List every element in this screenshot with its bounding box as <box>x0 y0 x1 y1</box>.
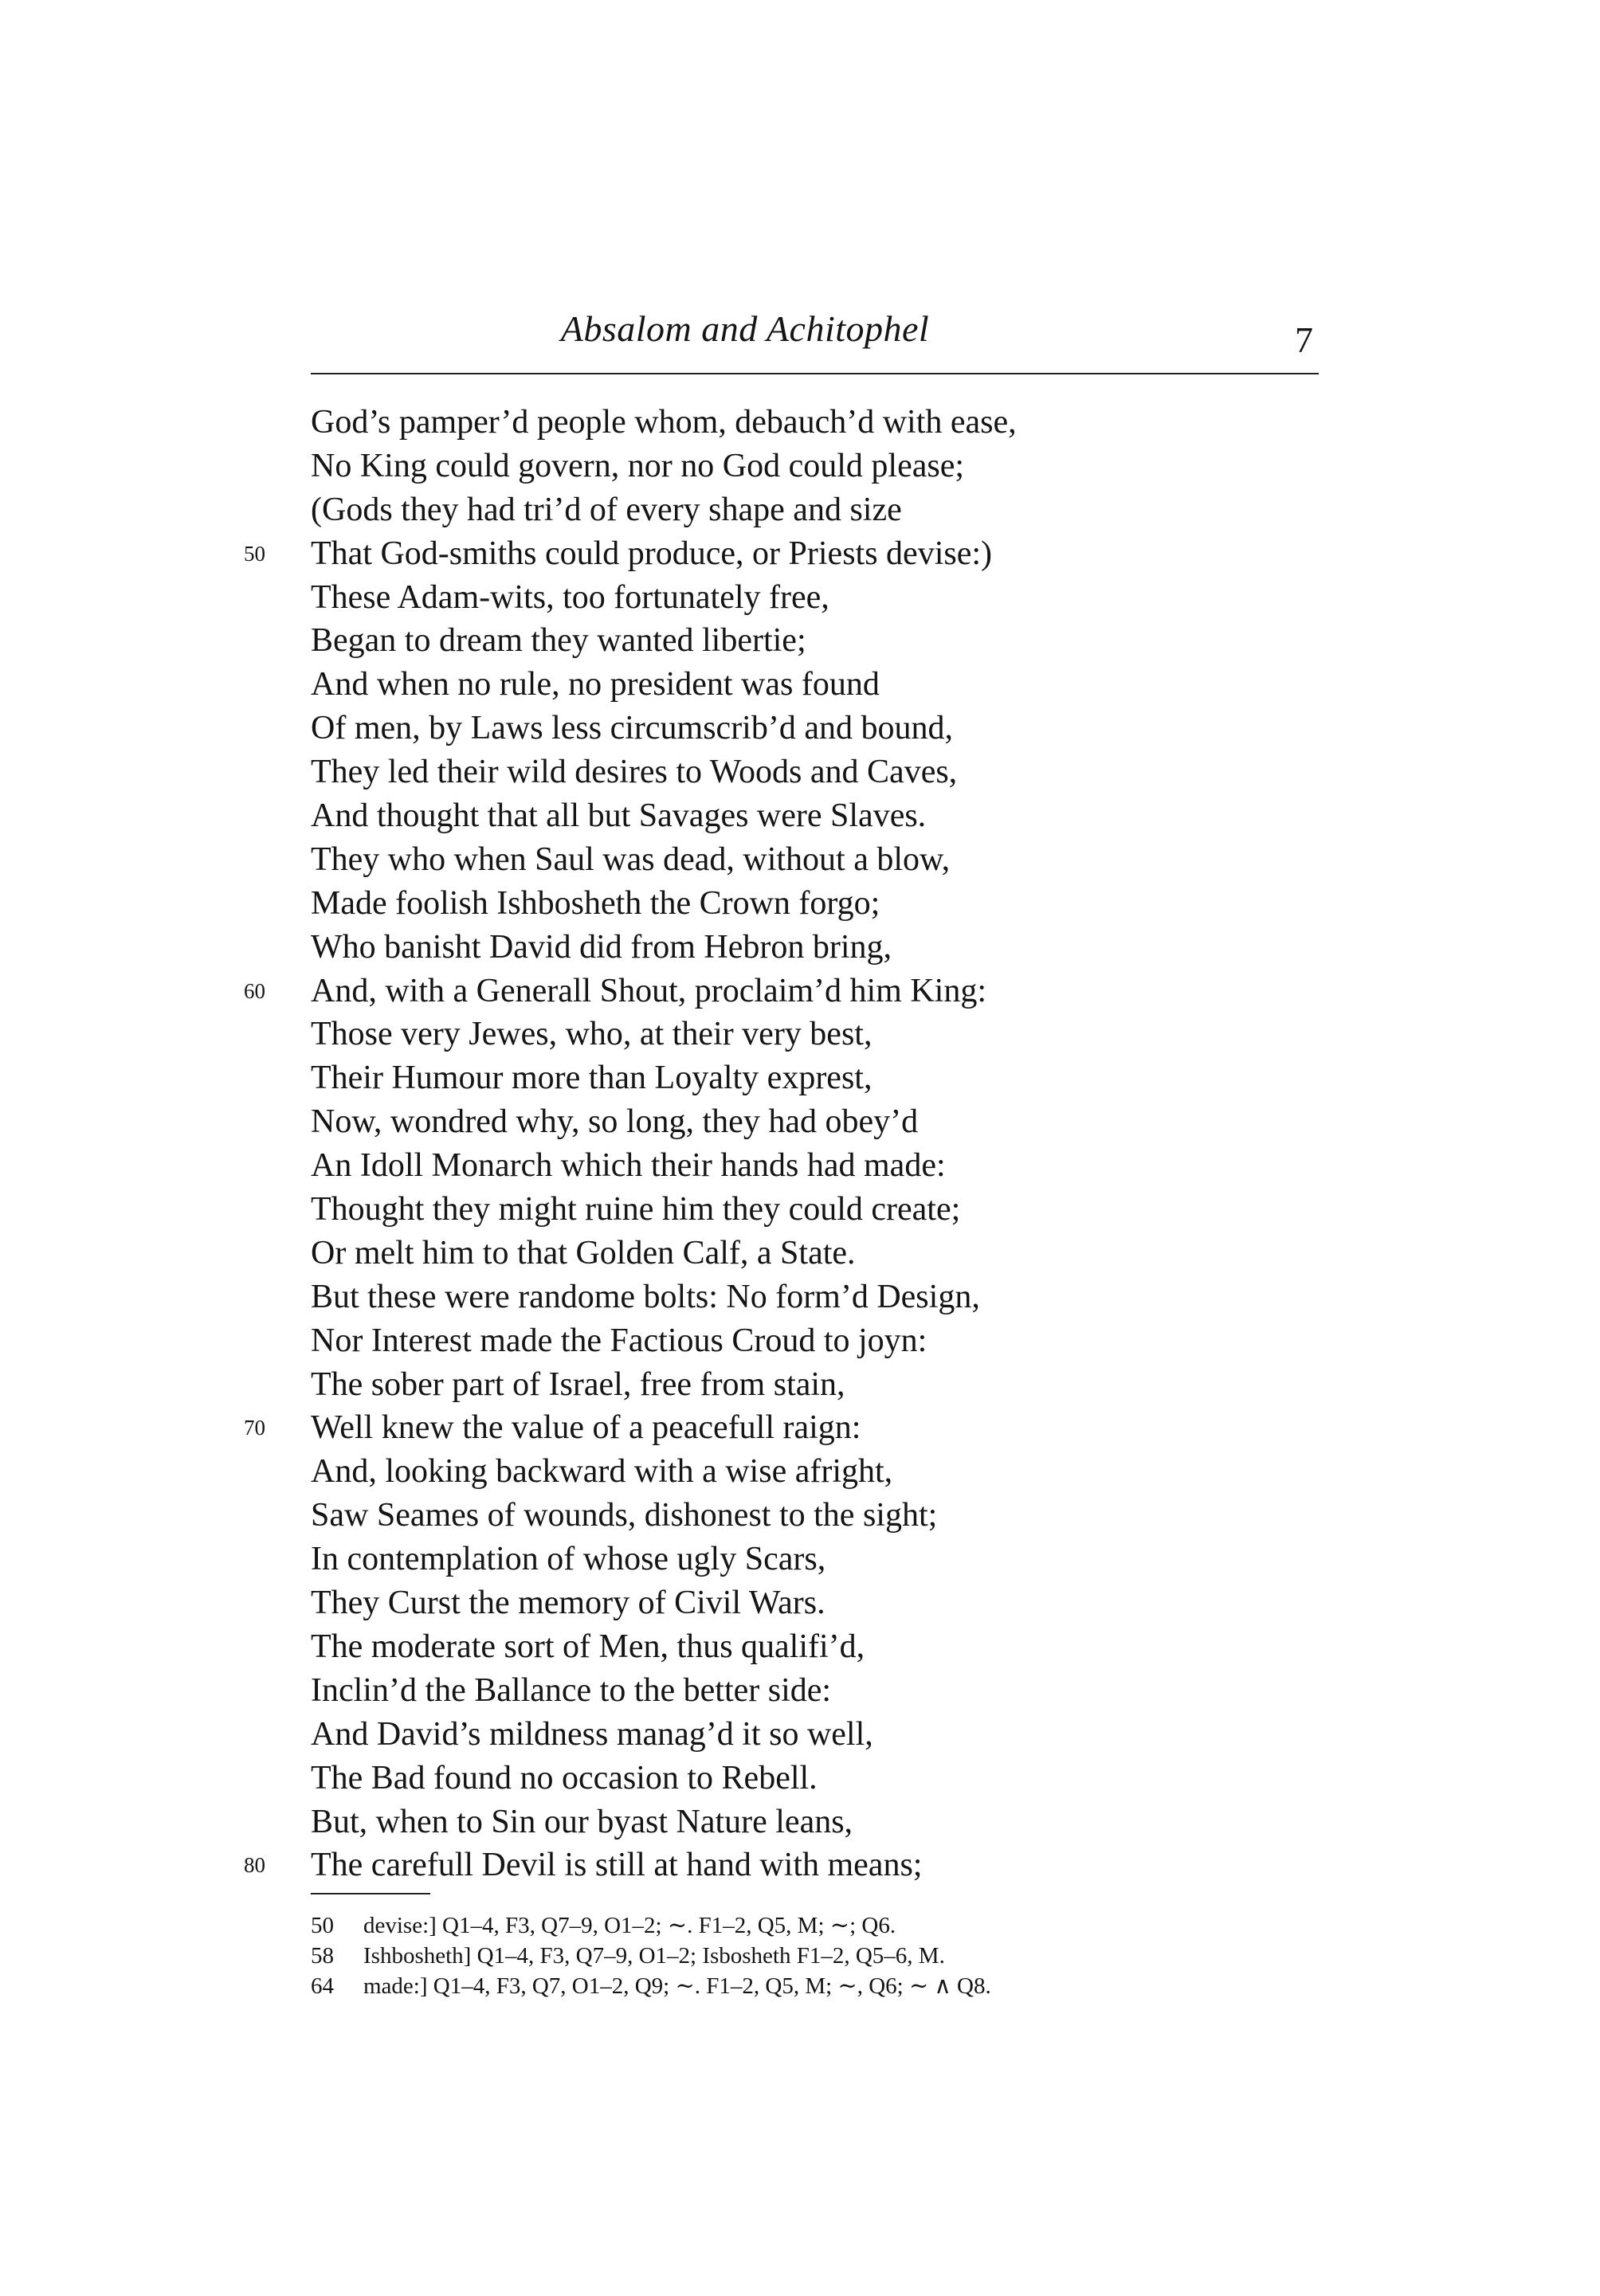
note-line-number: 50 <box>311 1913 334 1938</box>
verse-line <box>0 1275 1600 1319</box>
verse-text: They led their wild desires to Woods and Caves, <box>311 754 958 791</box>
verse-text: Made foolish Ishbosheth the Crown forgo; <box>311 884 880 922</box>
verse-text: The Bad found no occasion to Rebell. <box>311 1759 818 1796</box>
verse-text: Their Humour more than Loyalty exprest, <box>311 1060 873 1097</box>
verse-text: The carefull Devil is still at hand with means; <box>311 1847 923 1884</box>
poem-body <box>0 401 1600 1887</box>
verse-line <box>0 1100 1600 1144</box>
verse-text: But, when to Sin our byast Nature leans, <box>311 1803 853 1840</box>
verse-text: Began to dream they wanted libertie; <box>311 622 806 660</box>
page-header <box>0 308 1600 371</box>
verse-line <box>0 488 1600 532</box>
verse-text: Those very Jewes, who, at their very best, <box>311 1016 873 1053</box>
verse-line <box>0 1757 1600 1800</box>
verse-line <box>0 1843 1600 1887</box>
verse-line <box>0 970 1600 1013</box>
running-title: Absalom and Achitophel <box>560 308 930 349</box>
verse-text: They who when Saul was dead, without a blow, <box>311 840 951 878</box>
verse-text: And thought that all but Savages were Slaves. <box>311 797 927 835</box>
verse-text: The moderate sort of Men, thus qualifi’d, <box>311 1628 865 1665</box>
verse-line <box>0 1800 1600 1844</box>
verse-line <box>0 1188 1600 1232</box>
verse-line <box>0 532 1600 576</box>
verse-text: And, looking backward with a wise afright, <box>311 1453 893 1491</box>
verse-text: Who banisht David did from Hebron bring, <box>311 928 892 966</box>
verse-text: An Idoll Monarch which their hands had made: <box>311 1147 946 1185</box>
verse-line <box>0 882 1600 926</box>
verse-line <box>0 1669 1600 1713</box>
verse-line <box>0 1713 1600 1757</box>
verse-line <box>0 445 1600 488</box>
textual-note <box>0 1971 1600 2001</box>
verse-text: But these were randome bolts: No form’d Design, <box>311 1278 980 1315</box>
verse-line <box>0 401 1600 445</box>
verse-line <box>0 1319 1600 1363</box>
note-text: Ishbosheth] Q1–4, F3, Q7–9, O1–2; Isbosheth F1–2, Q5–6, M. <box>363 1943 945 1969</box>
header-rule <box>311 373 1319 374</box>
verse-text: Or melt him to that Golden Calf, a State. <box>311 1234 856 1271</box>
verse-line <box>0 1013 1600 1056</box>
note-line-number: 58 <box>311 1943 334 1969</box>
verse-text: Nor Interest made the Factious Croud to joyn: <box>311 1322 927 1359</box>
verse-text: No King could govern, nor no God could please; <box>311 447 965 484</box>
verse-text: And when no rule, no president was found <box>311 666 880 703</box>
footnote-rule <box>311 1893 430 1894</box>
verse-line <box>0 926 1600 970</box>
note-text: made:] Q1–4, F3, Q7, O1–2, Q9; ∼. F1–2, Q5, M; ∼, Q6; ∼ ∧ Q8. <box>363 1973 991 1999</box>
verse-line <box>0 1144 1600 1188</box>
verse-line <box>0 619 1600 663</box>
verse-text: Inclin’d the Ballance to the better side: <box>311 1671 832 1709</box>
verse-text: (Gods they had tri’d of every shape and size <box>311 491 902 528</box>
verse-line <box>0 794 1600 838</box>
verse-text: In contemplation of whose ugly Scars, <box>311 1541 826 1578</box>
verse-text: God’s pamper’d people whom, debauch’d with ease, <box>311 404 1017 441</box>
verse-line <box>0 1363 1600 1407</box>
verse-text: They Curst the memory of Civil Wars. <box>311 1585 825 1622</box>
verse-text: Thought they might ruine him they could create; <box>311 1191 961 1228</box>
textual-notes <box>0 1910 1600 2001</box>
verse-line <box>0 750 1600 794</box>
verse-line <box>0 663 1600 707</box>
verse-text: Well knew the value of a peacefull raign: <box>311 1409 861 1447</box>
verse-line <box>0 1232 1600 1275</box>
textual-note <box>0 1941 1600 1971</box>
note-line-number: 64 <box>311 1973 334 1999</box>
verse-text: That God-smiths could produce, or Priests devise:) <box>311 535 993 572</box>
verse-line <box>0 1494 1600 1538</box>
verse-line <box>0 1581 1600 1625</box>
line-number: 50 <box>244 541 265 566</box>
verse-line <box>0 1056 1600 1100</box>
line-number: 70 <box>244 1416 265 1440</box>
verse-text: Now, wondred why, so long, they had obey’d <box>311 1103 919 1141</box>
textual-note <box>0 1910 1600 1941</box>
line-number: 60 <box>244 978 265 1003</box>
verse-text: The sober part of Israel, free from stain, <box>311 1365 845 1403</box>
verse-text: Of men, by Laws less circumscrib’d and bound, <box>311 710 953 747</box>
verse-text: And, with a Generall Shout, proclaim’d him King: <box>311 972 987 1009</box>
verse-text: These Adam-wits, too fortunately free, <box>311 578 829 616</box>
note-text: devise:] Q1–4, F3, Q7–9, O1–2; ∼. F1–2, Q5, M; ∼; Q6. <box>363 1913 896 1938</box>
verse-line <box>0 1538 1600 1581</box>
line-number: 80 <box>244 1853 265 1878</box>
verse-line <box>0 1450 1600 1494</box>
verse-line <box>0 707 1600 750</box>
page-number: 7 <box>1295 319 1313 360</box>
verse-line <box>0 576 1600 620</box>
verse-text: And David’s mildness manag’d it so well, <box>311 1715 873 1753</box>
verse-text: Saw Seames of wounds, dishonest to the sight; <box>311 1497 938 1534</box>
verse-line <box>0 838 1600 882</box>
verse-line <box>0 1406 1600 1450</box>
verse-line <box>0 1625 1600 1669</box>
